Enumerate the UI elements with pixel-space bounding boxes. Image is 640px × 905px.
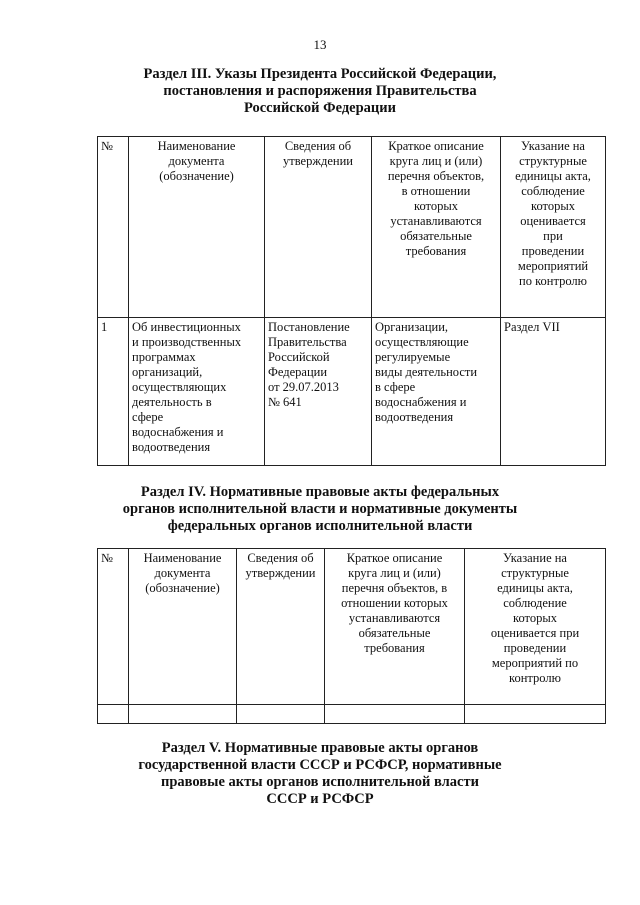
header-description — [372, 137, 501, 318]
cell-text-line: и производственных — [132, 335, 242, 349]
cell-text-line: от 29.07.2013 — [268, 380, 339, 394]
cell-text-line: водоснабжения и — [132, 425, 224, 439]
cell-text-line: № — [101, 139, 113, 153]
cell-text-line: круга лиц и (или) — [389, 154, 483, 168]
cell-text-line: оценивается — [520, 214, 586, 228]
cell-text-line: утверждении — [283, 154, 353, 168]
cell-text-line: водоотведения — [375, 410, 454, 424]
cell-text-line: документа — [154, 566, 211, 580]
row-description — [372, 318, 501, 466]
cell-text-line: требования — [405, 244, 467, 258]
cell-text-line: утверждении — [245, 566, 316, 580]
cell-text-line: круга лиц и (или) — [348, 566, 441, 580]
cell-text-line: Указание на — [521, 139, 585, 153]
cell-text-line: Раздел VII — [504, 320, 560, 334]
cell-text-line: перечня объектов, в — [341, 581, 448, 595]
cell-text-line: устанавливаются — [390, 214, 482, 228]
empty-cell — [325, 705, 465, 724]
cell-text-line: устанавливаются — [348, 611, 441, 625]
row-number — [98, 318, 129, 466]
cell-text-line: виды деятельности — [375, 365, 478, 379]
cell-text-line: соблюдение — [503, 596, 567, 610]
cell-text-line: Краткое описание — [346, 551, 443, 565]
cell-text-line: единицы акта, — [497, 581, 573, 595]
cell-text-line: перечня объектов, — [387, 169, 485, 183]
section-4-heading — [0, 484, 640, 535]
header-description — [325, 549, 465, 705]
cell-text-line: Краткое описание — [388, 139, 484, 153]
cell-text-line: Российской — [268, 350, 330, 364]
cell-text-line: Федерации — [268, 365, 328, 379]
cell-text-line: (обозначение) — [159, 169, 234, 183]
cell-text-line: обязательные — [358, 626, 431, 640]
cell-text-line: требования — [364, 641, 425, 655]
header-number — [98, 549, 129, 705]
section-4-table — [97, 548, 606, 724]
header-approval — [237, 549, 325, 705]
cell-text-line: в сфере — [375, 380, 416, 394]
cell-text-line: по контролю — [519, 274, 587, 288]
section-3-table — [97, 136, 606, 466]
cell-text-line: 1 — [101, 320, 108, 334]
cell-text-line: программах — [132, 350, 196, 364]
cell-text-line: сфере — [132, 410, 164, 424]
cell-text-line: структурные — [501, 566, 569, 580]
row-structural-units — [501, 318, 606, 466]
cell-text-line: № 641 — [268, 395, 302, 409]
cell-text-line: Об инвестиционных — [132, 320, 241, 334]
cell-text-line: Организации, — [375, 320, 449, 334]
cell-text-line: Сведения об — [284, 139, 352, 153]
section-4-heading-line: Раздел IV. Нормативные правовые акты федеральных — [140, 484, 500, 500]
header-document-name — [129, 549, 237, 705]
empty-cell — [237, 705, 325, 724]
header-document-name — [129, 137, 265, 318]
section-5-heading-line: СССР и РСФСР — [266, 791, 374, 807]
cell-text-line: которых — [414, 199, 458, 213]
section-3-heading-line: Раздел III. Указы Президента Российской Федерации, — [143, 66, 497, 82]
page-number: 13 — [313, 37, 327, 52]
section-5-heading-line: государственной власти СССР и РСФСР, нормативные — [138, 757, 502, 773]
table-row — [98, 318, 606, 466]
cell-text-line: № — [101, 551, 113, 565]
cell-text-line: Указание на — [503, 551, 567, 565]
cell-text-line: при — [543, 229, 563, 243]
cell-text-line: которых — [513, 611, 557, 625]
cell-text-line: Сведения об — [247, 551, 314, 565]
section-3-heading — [0, 66, 640, 117]
cell-text-line: отношении которых — [341, 596, 448, 610]
cell-text-line: проведении — [521, 244, 585, 258]
cell-text-line: организаций, — [132, 365, 203, 379]
empty-cell — [129, 705, 237, 724]
empty-table-row — [98, 705, 606, 724]
table-header-row — [98, 549, 606, 705]
cell-text-line: (обозначение) — [145, 581, 220, 595]
cell-text-line: деятельность в — [132, 395, 212, 409]
empty-cell — [465, 705, 606, 724]
header-structural-units — [465, 549, 606, 705]
cell-text-line: Постановление — [268, 320, 350, 334]
cell-text-line: регулируемые — [375, 350, 451, 364]
cell-text-line: осуществляющие — [375, 335, 469, 349]
cell-text-line: проведении — [503, 641, 567, 655]
header-number — [98, 137, 129, 318]
cell-text-line: мероприятий по — [491, 656, 579, 670]
header-structural-units — [501, 137, 606, 318]
cell-text-line: водоотведения — [132, 440, 211, 454]
cell-text-line: контролю — [509, 671, 561, 685]
cell-text-line: Наименование — [143, 551, 222, 565]
row-approval — [265, 318, 372, 466]
cell-text-line: водоснабжения и — [375, 395, 467, 409]
cell-text-line: в отношении — [401, 184, 471, 198]
section-4-heading-line: федеральных органов исполнительной власти — [167, 518, 473, 534]
section-5-heading — [0, 740, 640, 808]
empty-cell — [98, 705, 129, 724]
cell-text-line: единицы акта, — [515, 169, 591, 183]
cell-text-line: осуществляющих — [132, 380, 227, 394]
cell-text-line: мероприятий — [517, 259, 589, 273]
cell-text-line: документа — [168, 154, 225, 168]
cell-text-line: Наименование — [157, 139, 236, 153]
cell-text-line: Правительства — [268, 335, 347, 349]
cell-text-line: структурные — [519, 154, 587, 168]
cell-text-line: обязательные — [400, 229, 472, 243]
row-document-name — [129, 318, 265, 466]
header-approval — [265, 137, 372, 318]
section-4-heading-line: органов исполнительной власти и нормативные документы — [122, 501, 518, 517]
section-5-heading-line: правовые акты органов исполнительной власти — [161, 774, 479, 790]
section-3-heading-line: Российской Федерации — [243, 100, 396, 116]
cell-text-line: соблюдение — [521, 184, 585, 198]
cell-text-line: которых — [531, 199, 575, 213]
cell-text-line: оценивается при — [490, 626, 580, 640]
section-5-heading-line: Раздел V. Нормативные правовые акты органов — [161, 740, 479, 756]
table-header-row — [98, 137, 606, 318]
section-3-heading-line: постановления и распоряжения Правительства — [163, 83, 477, 99]
